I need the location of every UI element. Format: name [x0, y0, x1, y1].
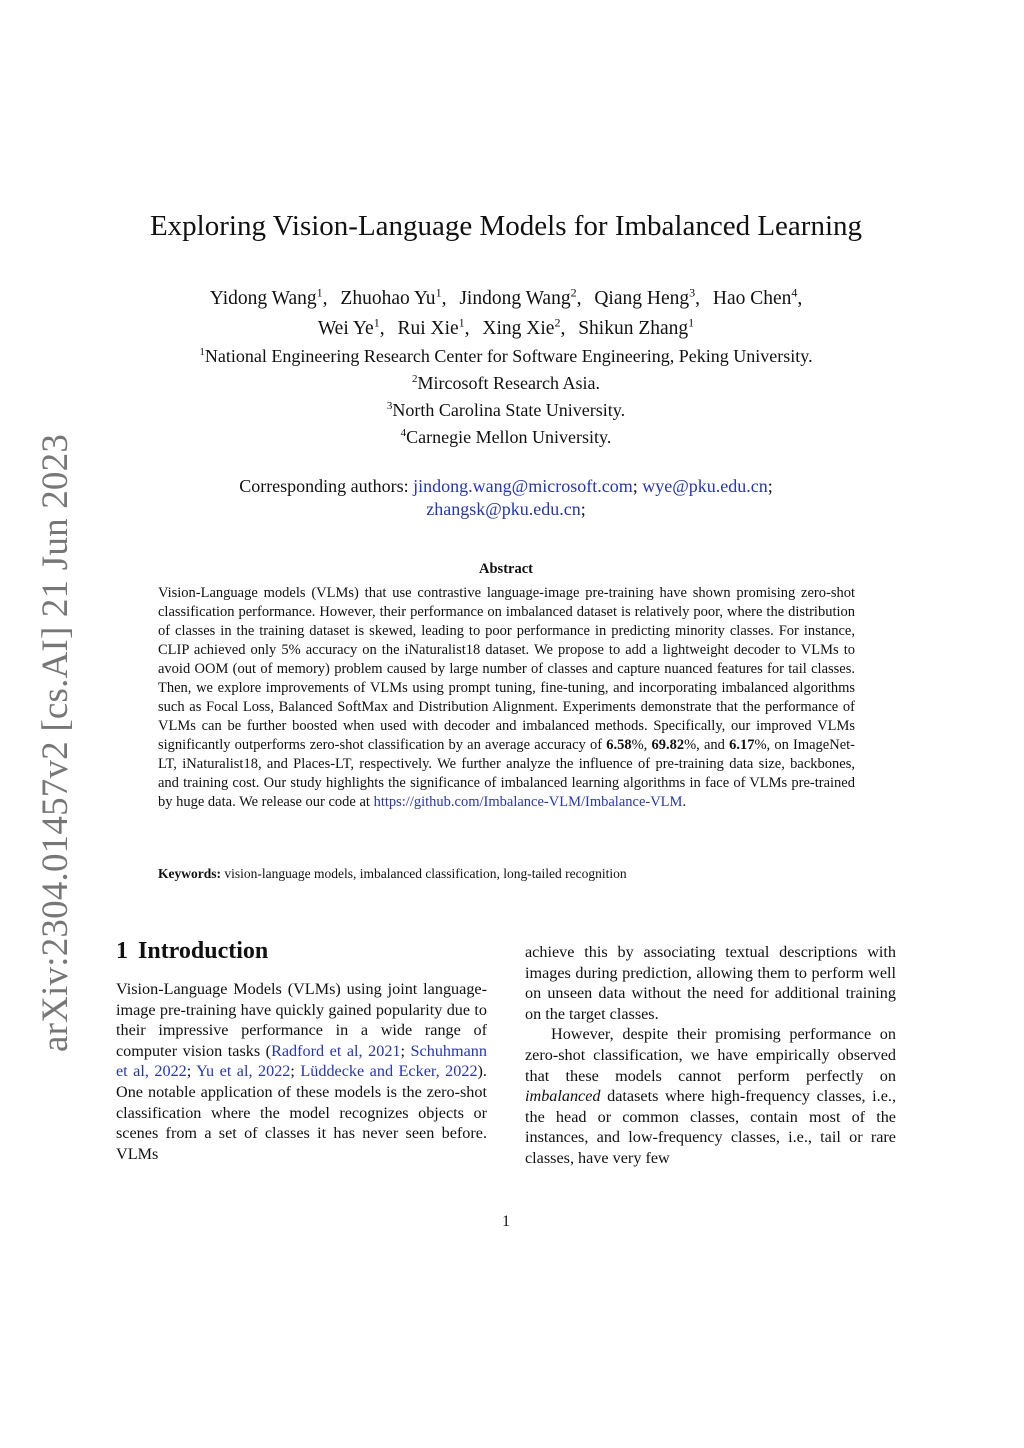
corresponding-authors: Corresponding authors: jindong.wang@microsoft.com; wye@pku.edu.cn; zhangsk@pku.edu.cn;: [239, 476, 773, 519]
affiliation-list: [0, 341, 1012, 449]
keywords: [158, 864, 858, 883]
author-line-2: [0, 311, 1012, 342]
highlight-value: 6.58: [606, 737, 632, 753]
author-list: [0, 280, 1012, 341]
author: Yidong Wang$^1$,: [209, 285, 328, 309]
citation-link[interactable]: Schuhmann et al, 2022: [116, 1041, 487, 1081]
affiliation: $^2$Mircosoft Research Asia.: [412, 373, 600, 393]
paper-title: Exploring Vision-Language Models for Imbalanced Learning: [149, 210, 863, 242]
intro-paragraph: Vision-Language Models (VLMs) using joint language-image pre-training have quickly gained popularity due to their impressive performance in a wide range of computer vision tasks (Radford et al, 2021; Schuhmann et al, 2022; Yu et al, 2022; Lüddecke and Ecker, 2022). One notable application of these models is the zero-shot classification where the model recognizes objects or scenes from a set of classes it has never seen before. VLMs: [116, 980, 487, 1163]
keywords-text: vision-language models, imbalanced classification, long-tailed recognition: [224, 866, 627, 881]
email-link[interactable]: jindong.wang@microsoft.com: [413, 476, 633, 496]
section-heading: 1 Introduction: [116, 938, 269, 964]
abstract-heading: Abstract: [479, 561, 533, 577]
left-column: [116, 936, 487, 1164]
intro-paragraph: achieve this by associating textual descriptions with images during prediction, allowing them to perform well on unseen data without the need for additional training on the target classes.: [525, 943, 896, 1023]
affiliation: $^4$Carnegie Mellon University.: [400, 427, 612, 447]
email-link[interactable]: wye@pku.edu.cn: [642, 476, 768, 496]
author: Xing Xie$^2$,: [482, 315, 566, 339]
affiliation: $^1$National Engineering Research Center for Software Engineering, Peking University.: [199, 346, 813, 366]
affiliation: $^3$North Carolina State University.: [386, 400, 626, 420]
right-column: [525, 942, 896, 1169]
arxiv-identifier: arXiv:2304.01457v2 [cs.AI] 21 Jun 2023: [35, 433, 76, 1052]
citation-link[interactable]: Yu et al, 2022: [196, 1062, 291, 1081]
author: Shikun Zhang$^1$: [578, 315, 695, 339]
keywords-label: Keywords:: [158, 866, 221, 881]
author: Hao Chen$^4$,: [712, 285, 803, 309]
abstract-text: Vision-Language models (VLMs) that use contrastive language-image pre-training have shown promising zero-shot classification performance. However, their performance on imbalanced dataset is relatively poor, where the distribution of classes in the training dataset is skewed, leading to poor performance in predicting minority classes. For instance, CLIP achieved only 5% accuracy on the iNaturalist18 dataset. We propose to add a lightweight decoder to VLMs to avoid OOM (out of memory) problem caused by large number of classes and capture nuanced features for tail classes. Then, we explore improvements of VLMs using prompt tuning, fine-tuning, and incorporating imbalanced algorithms such as Focal Loss, Balanced SoftMax and Distribution Alignment. Experiments demonstrate that the performance of VLMs can be further boosted when used with decoder and imbalanced methods. Specifically, our improved VLMs significantly outperforms zero-shot classification by an average accuracy of 6.58%, 69.82%, and 6.17%, on ImageNet-LT, iNaturalist18, and Places-LT, respectively. We further analyze the influence of pre-training data size, backbones, and training cost. Our study highlights the significance of imbalanced learning algorithms in face of VLMs pre-trained by huge data. We release our code at https://github.com/Imbalance-VLM/Imbalance-VLM.: [158, 585, 855, 810]
corresponding-label: Corresponding authors:: [239, 476, 409, 496]
emphasis: imbalanced: [525, 1087, 601, 1106]
citation-link[interactable]: Radford et al, 2021: [271, 1041, 401, 1060]
author: Qiang Heng$^3$,: [594, 285, 700, 309]
author: Wei Ye$^1$,: [317, 315, 385, 339]
author: Jindong Wang$^2$,: [459, 285, 582, 309]
citation-link[interactable]: Lüddecke and Ecker, 2022: [300, 1062, 478, 1081]
author-line-1: [0, 280, 1012, 311]
author: Rui Xie$^1$,: [397, 315, 470, 339]
highlight-value: 69.82: [651, 737, 685, 753]
email-link[interactable]: zhangsk@pku.edu.cn: [426, 499, 581, 519]
page-number: 1: [502, 1213, 510, 1230]
author: Zhuohao Yu$^1$,: [340, 285, 447, 309]
intro-paragraph: However, despite their promising performance on zero-shot classification, we have empirically observed that these models cannot perform perfectly on imbalanced datasets where high-frequency classes, i.e., the head or common classes, contain most of the instances, and low-frequency classes, i.e., tail or rare classes, have very few: [525, 1025, 896, 1167]
code-repository-link[interactable]: https://github.com/Imbalance-VLM/Imbalance-VLM: [373, 794, 683, 810]
highlight-value: 6.17: [729, 737, 755, 753]
